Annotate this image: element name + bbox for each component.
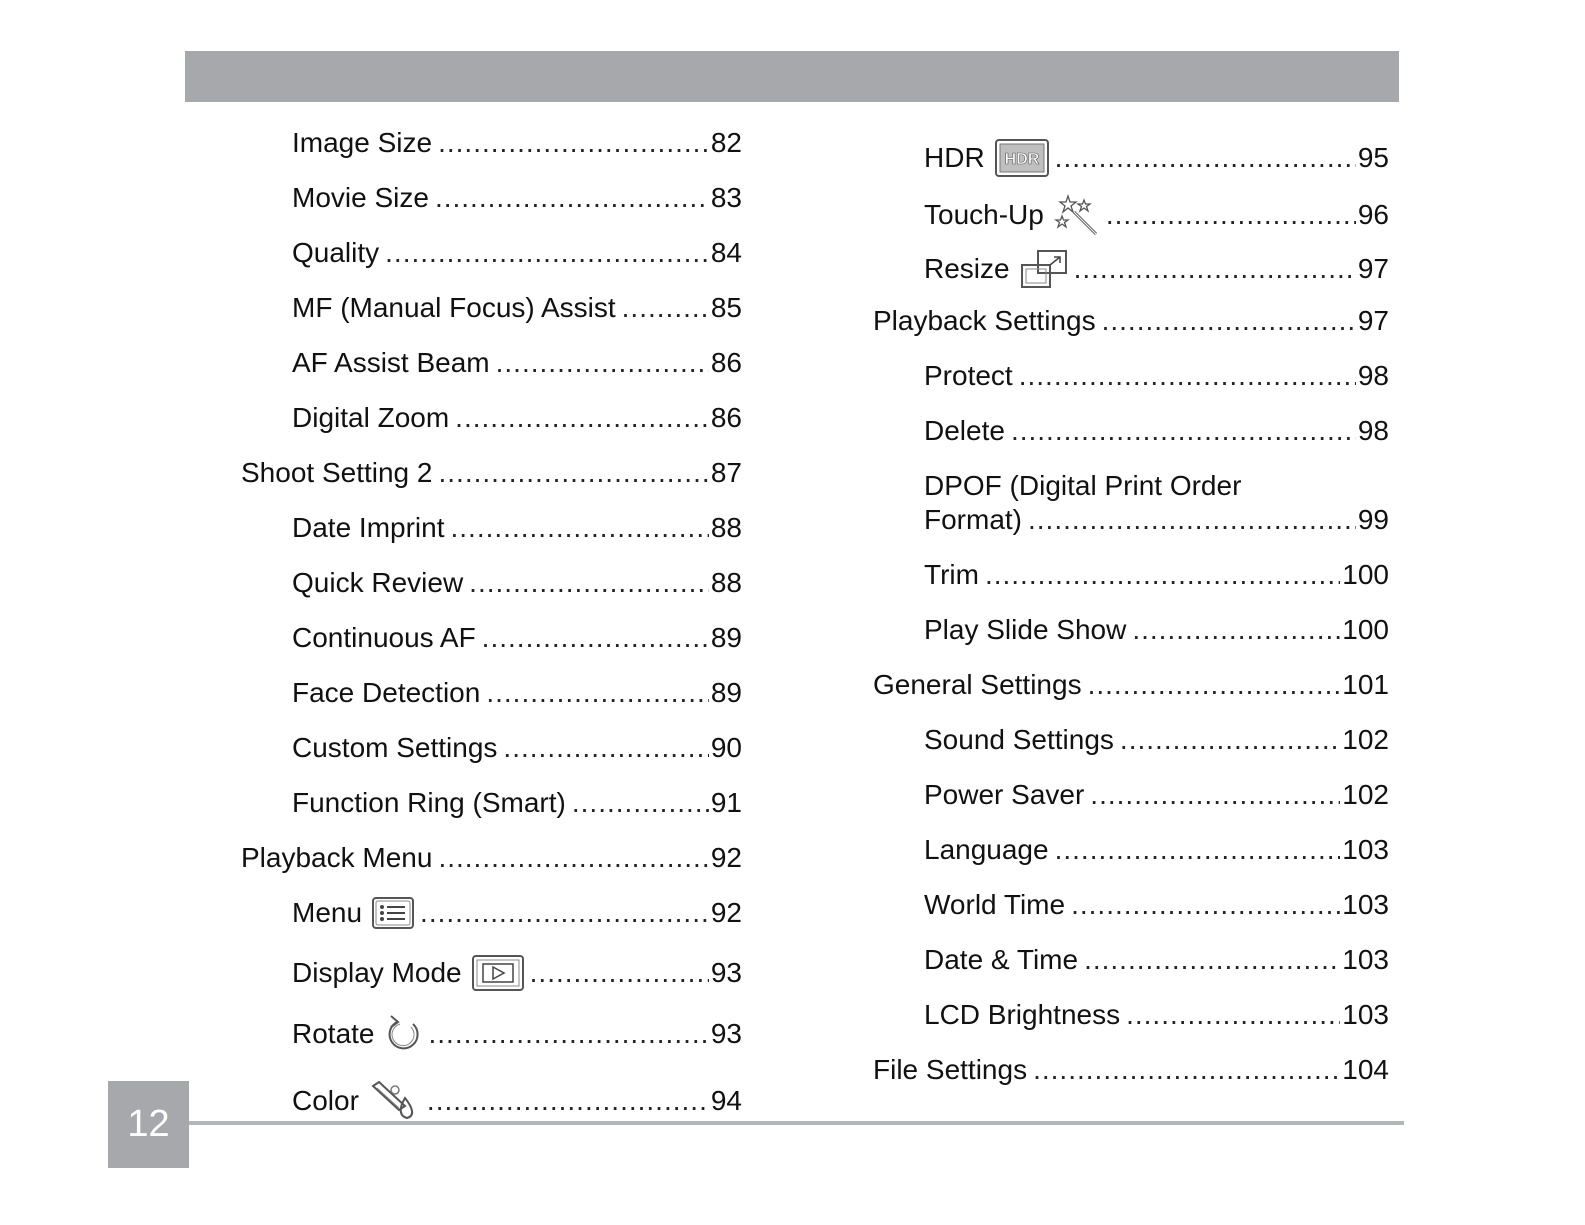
toc-entry-label: World Time (924, 889, 1066, 920)
toc-page-number: 92 (710, 897, 742, 928)
toc-page-number: 103 (1342, 834, 1389, 865)
leader-dots (469, 566, 709, 600)
toc-page-number: 97 (1357, 305, 1389, 336)
leader-dots (486, 676, 709, 710)
toc-entry-shoot-setting-2[interactable] (241, 456, 742, 490)
leader-dots (530, 956, 709, 990)
color-brush-icon (369, 1080, 421, 1122)
toc-page-number: 87 (710, 457, 742, 488)
toc-entry-label: Rotate (292, 1018, 375, 1049)
toc-entry-label: Play Slide Show (924, 614, 1127, 645)
leader-dots (572, 786, 709, 820)
toc-entry-dpof-digital-print-orderformat[interactable] (924, 469, 1389, 543)
toc-entry-label: Quality (292, 237, 380, 268)
rotate-icon (385, 1014, 423, 1054)
toc-page-number: 84 (710, 237, 742, 268)
toc-entry-resize[interactable] (924, 249, 1389, 283)
toc-entry-label: HDR (924, 142, 985, 173)
toc-page-number: 97 (1357, 253, 1389, 284)
toc-entry-digital-zoom[interactable] (292, 401, 742, 435)
leader-dots (438, 841, 708, 875)
toc-entry-label: Sound Settings (924, 724, 1114, 755)
toc-entry-function-ring-smart[interactable] (292, 786, 742, 820)
toc-page-number: 102 (1342, 724, 1389, 755)
toc-entry-label: Date Imprint (292, 512, 445, 543)
toc-page-number: 85 (710, 292, 742, 323)
leader-dots (1028, 503, 1356, 537)
toc-entry-label: Movie Size (292, 182, 429, 213)
leader-dots (1120, 723, 1340, 757)
leader-dots (455, 401, 709, 435)
toc-page-number: 103 (1342, 944, 1389, 975)
toc-entry-face-detection[interactable] (292, 676, 742, 710)
magic-wand-icon (1054, 194, 1100, 236)
toc-page-number: 82 (710, 127, 742, 158)
toc-entry-date-and-time[interactable] (924, 943, 1389, 977)
toc-entry-touch-up[interactable] (924, 194, 1389, 228)
toc-entry-label: DPOF (Digital Print Order (924, 470, 1242, 501)
toc-entry-label: Image Size (292, 127, 433, 158)
toc-entry-label: General Settings (873, 669, 1082, 700)
hdr-icon-text: HDR (1004, 151, 1040, 168)
leader-dots (503, 731, 708, 765)
leader-dots (1102, 304, 1356, 338)
toc-page-number: 83 (710, 182, 742, 213)
toc-entry-playback-settings[interactable] (873, 304, 1389, 338)
toc-page-number: 88 (710, 567, 742, 598)
resize-icon (1020, 249, 1068, 289)
toc-entry-menu[interactable] (292, 896, 742, 930)
toc-entry-label: Display Mode (292, 957, 462, 988)
toc-entry-custom-settings[interactable] (292, 731, 742, 765)
toc-entry-label-line2: Format) (924, 504, 1022, 535)
toc-page-number: 99 (1357, 504, 1389, 535)
toc-entry-label: Trim (924, 559, 979, 590)
toc-entry-sound-settings[interactable] (924, 723, 1389, 757)
leader-dots (496, 346, 709, 380)
toc-page-number: 103 (1342, 999, 1389, 1030)
header-bar (185, 51, 1399, 102)
toc-page-number: 93 (710, 957, 742, 988)
page-number: 12 (108, 1081, 189, 1168)
footer-rule (189, 1121, 1404, 1125)
toc-page-number: 86 (710, 402, 742, 433)
toc-page-number: 96 (1357, 199, 1389, 230)
toc-entry-label: Playback Settings (873, 305, 1096, 336)
toc-entry-lcd-brightness[interactable] (924, 998, 1389, 1032)
toc-entry-label: Date & Time (924, 944, 1079, 975)
toc-entry-general-settings[interactable] (873, 668, 1389, 702)
toc-entry-label: MF (Manual Focus) Assist (292, 292, 616, 323)
toc-page-number: 92 (710, 842, 742, 873)
toc-entry-label: Resize (924, 253, 1010, 284)
display-mode-icon (472, 955, 524, 991)
toc-entry-rotate[interactable] (292, 1014, 742, 1048)
toc-entry-label: Color (292, 1085, 359, 1116)
toc-entry-color[interactable] (292, 1080, 742, 1114)
toc-page-number: 98 (1357, 415, 1389, 446)
leader-dots (438, 456, 708, 490)
toc-page-number: 102 (1342, 779, 1389, 810)
toc-entry-continuous-af[interactable] (292, 621, 742, 655)
leader-dots (435, 181, 709, 215)
toc-page-number: 104 (1342, 1054, 1389, 1085)
leader-dots (385, 236, 709, 270)
toc-page-number: 93 (710, 1018, 742, 1049)
leader-dots (1090, 778, 1340, 812)
leader-dots (985, 558, 1340, 592)
toc-entry-label: Continuous AF (292, 622, 476, 653)
toc-entry-label: Function Ring (Smart) (292, 787, 566, 818)
toc-entry-display-mode[interactable] (292, 955, 742, 989)
toc-entry-world-time[interactable] (924, 888, 1389, 922)
toc-page-number: 98 (1357, 360, 1389, 391)
toc-entry-label: LCD Brightness (924, 999, 1121, 1030)
leader-dots (622, 291, 709, 325)
leader-dots (1011, 414, 1356, 448)
toc-page-number: 90 (710, 732, 742, 763)
toc-page-number: 89 (710, 622, 742, 653)
toc-page-number: 86 (710, 347, 742, 378)
toc-entry-label: Protect (924, 360, 1013, 391)
leader-dots (1132, 613, 1340, 647)
toc-entry-playback-menu[interactable] (241, 841, 742, 875)
toc-entry-label: Playback Menu (241, 842, 433, 873)
toc-page-number: 100 (1342, 559, 1389, 590)
toc-entry-protect[interactable] (924, 359, 1389, 393)
leader-dots (451, 511, 709, 545)
toc-entry-label: Digital Zoom (292, 402, 450, 433)
toc-entry-label: Face Detection (292, 677, 481, 708)
toc-entry-quality[interactable] (292, 236, 742, 270)
toc-entry-label: Power Saver (924, 779, 1085, 810)
toc-entry-label: File Settings (873, 1054, 1028, 1085)
toc-page-number: 89 (710, 677, 742, 708)
toc-entry-label: Menu (292, 897, 363, 928)
leader-dots (1019, 359, 1356, 393)
toc-entry-hdr[interactable] (924, 139, 1389, 173)
toc-entry-label: Language (924, 834, 1049, 865)
toc-entry-date-imprint[interactable] (292, 511, 742, 545)
leader-dots (1084, 943, 1340, 977)
toc-page-number: 100 (1342, 614, 1389, 645)
toc-entry-language[interactable] (924, 833, 1389, 867)
toc-entry-movie-size[interactable] (292, 181, 742, 215)
hdr-icon (995, 139, 1049, 177)
leader-dots (1033, 1053, 1340, 1087)
toc-entry-power-saver[interactable] (924, 778, 1389, 812)
toc-entry-label: Touch-Up (924, 199, 1044, 230)
leader-dots (1071, 888, 1340, 922)
toc-entry-label: Quick Review (292, 567, 464, 598)
leader-dots (1106, 198, 1356, 232)
toc-entry-file-settings[interactable] (873, 1053, 1389, 1087)
toc-page-number: 91 (710, 787, 742, 818)
menu-list-icon (372, 897, 414, 929)
toc-entry-label: Shoot Setting 2 (241, 457, 433, 488)
leader-dots (1074, 252, 1356, 286)
leader-dots (438, 126, 709, 160)
leader-dots (1126, 998, 1340, 1032)
toc-page-number: 103 (1342, 889, 1389, 920)
toc-entry-play-slide-show[interactable] (924, 613, 1389, 647)
toc-entry-trim[interactable] (924, 558, 1389, 592)
toc-entry-mf-manual-focus-assist[interactable] (292, 291, 742, 325)
toc-entry-label: Custom Settings (292, 732, 498, 763)
toc-entry-image-size[interactable] (292, 126, 742, 160)
toc-page-number: 94 (710, 1085, 742, 1116)
toc-page-number: 88 (710, 512, 742, 543)
leader-dots (1088, 668, 1341, 702)
toc-entry-label: AF Assist Beam (292, 347, 490, 378)
leader-dots (1055, 141, 1356, 175)
leader-dots (420, 896, 709, 930)
leader-dots (1055, 833, 1341, 867)
leader-dots (427, 1084, 709, 1118)
toc-entry-af-assist-beam[interactable] (292, 346, 742, 380)
toc-entry-quick-review[interactable] (292, 566, 742, 600)
toc-page-number: 95 (1357, 142, 1389, 173)
leader-dots (482, 621, 709, 655)
toc-entry-delete[interactable] (924, 414, 1389, 448)
leader-dots (429, 1017, 709, 1051)
toc-page-number: 101 (1342, 669, 1389, 700)
toc-entry-label: Delete (924, 415, 1005, 446)
